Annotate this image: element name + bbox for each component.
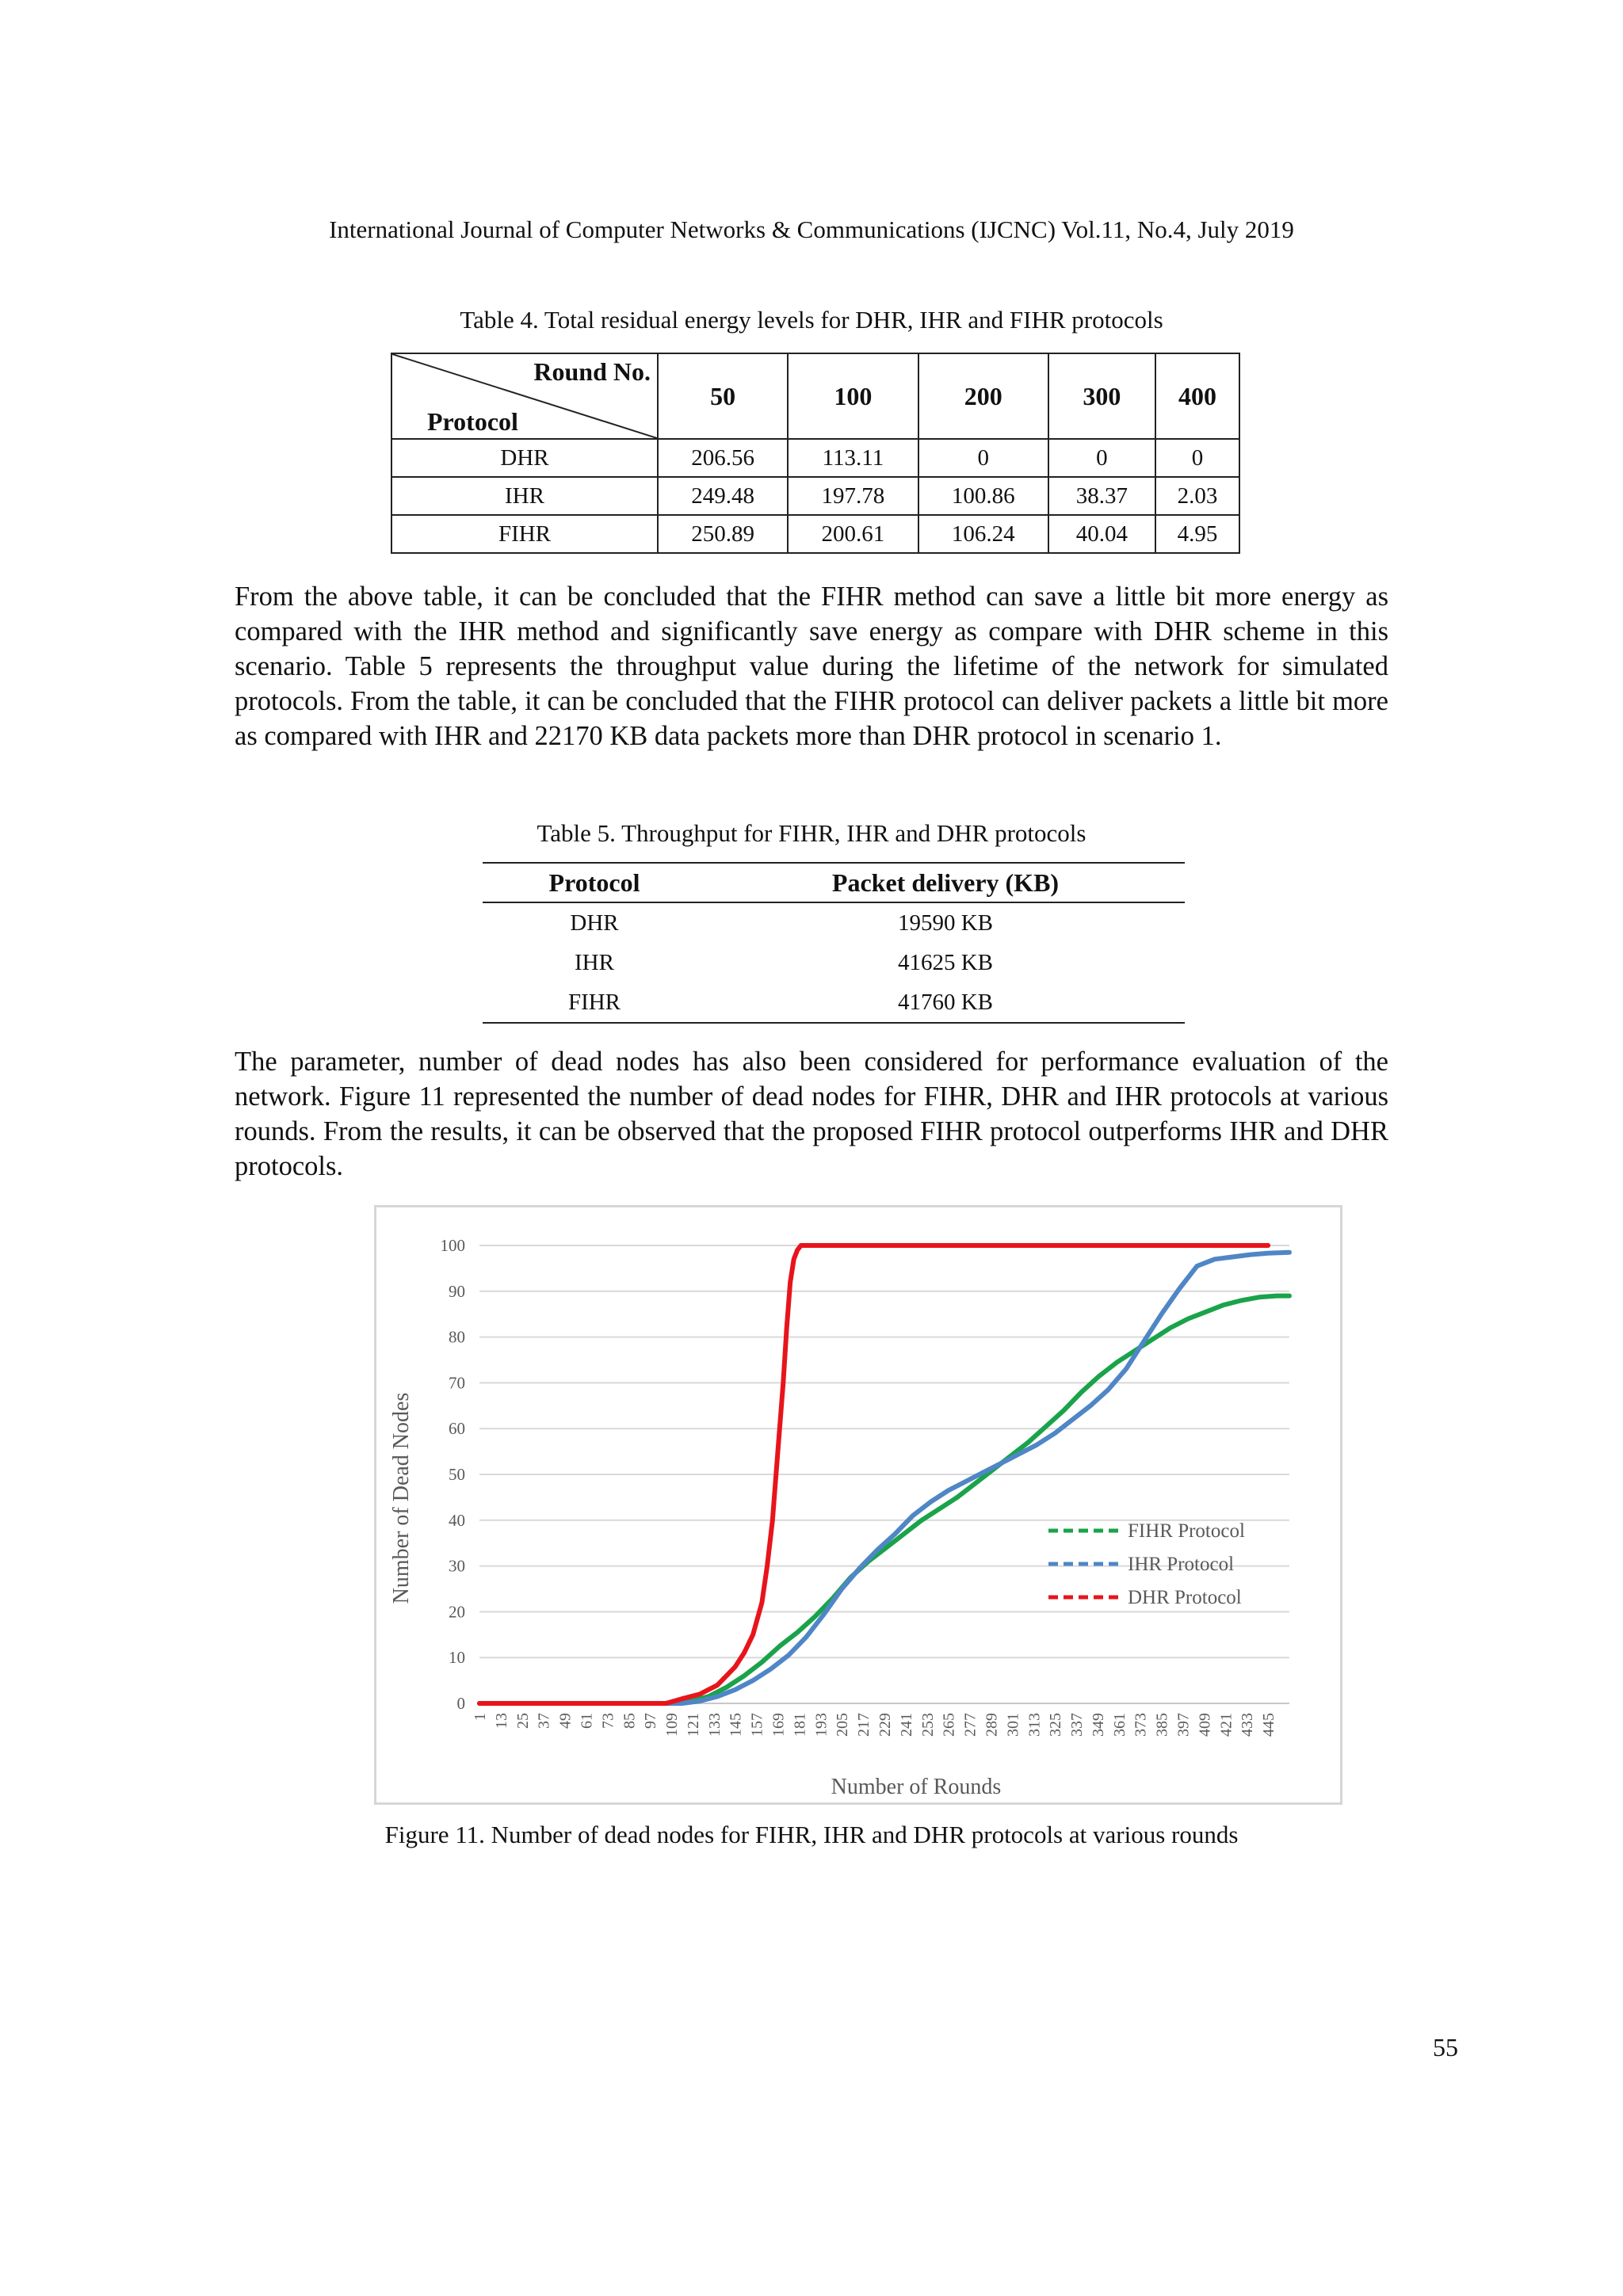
cell: DHR bbox=[570, 910, 619, 936]
paragraph-dead-nodes: The parameter, number of dead nodes has also been considered for performance evaluation of the network. Figure 11 represented the number of dead nodes for FIHR, DHR and IHR protocols at various rounds. From the results, it can be observed that the proposed FIHR protocol outperforms IHR and DHR protocols. bbox=[235, 1047, 1388, 1181]
col-header: 200 bbox=[918, 353, 1048, 439]
cell: 0 bbox=[1155, 439, 1239, 477]
x-axis-title: Number of Rounds bbox=[831, 1775, 1002, 1799]
round-no-label: Round No. bbox=[533, 357, 651, 386]
x-tick-label: 277 bbox=[961, 1713, 980, 1737]
y-tick-label: 40 bbox=[449, 1510, 465, 1530]
y-tick-label: 0 bbox=[456, 1694, 465, 1713]
cell: 106.24 bbox=[918, 515, 1048, 553]
x-tick-label: 25 bbox=[514, 1713, 532, 1729]
x-tick-label: 301 bbox=[1004, 1713, 1022, 1737]
table-row bbox=[391, 439, 1239, 477]
table-row bbox=[483, 943, 1185, 982]
series-line-ihr bbox=[479, 1253, 1289, 1703]
table5-caption: Table 5. Throughput for FIHR, IHR and DHR protocols bbox=[537, 819, 1086, 847]
figure-caption: Figure 11. Number of dead nodes for FIHR, IHR and DHR protocols at various rounds bbox=[384, 1821, 1239, 1848]
col-header-protocol: Protocol bbox=[483, 863, 706, 902]
cell: FIHR bbox=[483, 982, 706, 1023]
col-header-delivery: Packet delivery (KB) bbox=[706, 863, 1185, 902]
row-protocol: IHR bbox=[391, 477, 658, 515]
x-tick-label: 61 bbox=[578, 1713, 596, 1729]
table-row bbox=[483, 982, 1185, 1023]
legend-label: DHR Protocol bbox=[1128, 1587, 1242, 1608]
x-tick-label: 265 bbox=[940, 1713, 958, 1737]
x-tick-label: 337 bbox=[1068, 1713, 1086, 1737]
x-tick-label: 49 bbox=[556, 1713, 575, 1729]
x-tick-label: 145 bbox=[727, 1713, 745, 1737]
cell: 197.78 bbox=[788, 477, 918, 515]
cell: 249.48 bbox=[658, 477, 788, 515]
x-tick-label: 133 bbox=[705, 1713, 724, 1737]
row-protocol: DHR bbox=[391, 439, 658, 477]
y-tick-label: 60 bbox=[449, 1419, 465, 1439]
x-tick-label: 13 bbox=[492, 1713, 510, 1729]
cell: 41760 KB bbox=[706, 982, 1185, 1023]
cell: 0 bbox=[1048, 439, 1155, 477]
x-tick-label: 157 bbox=[748, 1713, 766, 1737]
cell: 100.86 bbox=[918, 477, 1048, 515]
y-tick-label: 20 bbox=[449, 1602, 465, 1622]
throughput-table bbox=[483, 862, 1185, 1024]
cell: 4.95 bbox=[1155, 515, 1239, 553]
col-header: 50 bbox=[658, 353, 788, 439]
y-tick-label: 70 bbox=[449, 1373, 465, 1393]
x-tick-label: 1 bbox=[472, 1713, 489, 1721]
journal-header: International Journal of Computer Networks & Communications (IJCNC) Vol.11, No.4, July 2019 bbox=[329, 215, 1294, 243]
cell: 250.89 bbox=[658, 515, 788, 553]
series-line-fihr bbox=[479, 1296, 1289, 1703]
x-tick-label: 109 bbox=[663, 1713, 682, 1737]
x-tick-label: 361 bbox=[1110, 1713, 1128, 1737]
y-tick-label: 80 bbox=[449, 1327, 465, 1347]
table-row bbox=[391, 515, 1239, 553]
cell: 40.04 bbox=[1048, 515, 1155, 553]
x-tick-label: 253 bbox=[918, 1713, 937, 1737]
col-header: 300 bbox=[1048, 353, 1155, 439]
y-axis-title: Number of Dead Nodes bbox=[389, 1392, 414, 1604]
x-tick-label: 385 bbox=[1153, 1713, 1171, 1737]
x-tick-label: 433 bbox=[1239, 1713, 1257, 1737]
y-tick-label: 100 bbox=[440, 1236, 465, 1255]
table-row bbox=[391, 477, 1239, 515]
x-tick-label: 397 bbox=[1174, 1713, 1193, 1737]
residual-energy-table bbox=[391, 353, 1240, 554]
table4-corner-cell bbox=[391, 353, 658, 439]
col-header: 100 bbox=[788, 353, 918, 439]
cell: 113.11 bbox=[788, 439, 918, 477]
cell: 41625 KB bbox=[897, 949, 994, 975]
cell: 200.61 bbox=[788, 515, 918, 553]
col-header: 400 bbox=[1155, 353, 1239, 439]
x-tick-label: 205 bbox=[834, 1713, 852, 1737]
x-tick-label: 193 bbox=[812, 1713, 831, 1737]
legend-label: FIHR Protocol bbox=[1128, 1520, 1245, 1542]
x-tick-label: 217 bbox=[855, 1713, 873, 1737]
x-tick-label: 169 bbox=[769, 1713, 788, 1737]
x-tick-label: 289 bbox=[983, 1713, 1001, 1737]
x-tick-label: 181 bbox=[791, 1713, 809, 1737]
x-tick-label: 121 bbox=[684, 1713, 702, 1737]
table4-caption: Table 4. Total residual energy levels for DHR, IHR and FIHR protocols bbox=[460, 306, 1163, 334]
y-tick-label: 50 bbox=[449, 1465, 465, 1484]
table-row bbox=[483, 902, 1185, 943]
x-tick-label: 421 bbox=[1217, 1713, 1235, 1737]
x-tick-label: 313 bbox=[1025, 1713, 1044, 1737]
cell: 206.56 bbox=[658, 439, 788, 477]
protocol-label: Protocol bbox=[427, 407, 518, 436]
y-tick-label: 10 bbox=[449, 1648, 465, 1668]
cell: 2.03 bbox=[1155, 477, 1239, 515]
x-tick-label: 85 bbox=[621, 1713, 639, 1729]
legend-label: IHR Protocol bbox=[1128, 1554, 1235, 1575]
x-tick-label: 229 bbox=[876, 1713, 894, 1737]
x-tick-label: 349 bbox=[1089, 1713, 1107, 1737]
y-tick-label: 90 bbox=[449, 1281, 465, 1301]
y-tick-label: 30 bbox=[449, 1556, 465, 1576]
cell: 19590 KB bbox=[897, 910, 994, 936]
cell: 38.37 bbox=[1048, 477, 1155, 515]
x-tick-label: 373 bbox=[1132, 1713, 1150, 1737]
row-protocol: FIHR bbox=[391, 515, 658, 553]
x-tick-label: 445 bbox=[1260, 1713, 1278, 1737]
x-tick-label: 325 bbox=[1047, 1713, 1065, 1737]
cell: 0 bbox=[918, 439, 1048, 477]
x-tick-label: 241 bbox=[897, 1713, 915, 1737]
chart-svg bbox=[376, 1207, 1340, 1802]
dead-nodes-chart bbox=[374, 1205, 1342, 1805]
x-tick-label: 37 bbox=[535, 1713, 553, 1729]
cell: IHR bbox=[575, 949, 614, 975]
x-tick-label: 73 bbox=[599, 1713, 617, 1729]
x-tick-label: 97 bbox=[642, 1713, 660, 1729]
page-number: 55 bbox=[1433, 2033, 1458, 2061]
x-tick-label: 409 bbox=[1196, 1713, 1214, 1737]
paragraph-energy: From the above table, it can be concluded that the FIHR method can save a little bit more energy as compared with the IHR method and significantly save energy as compare with DHR scheme in this scenario. Table 5 represents the throughput value during the lifetime of the network for simulated protocols. From the table, it can be concluded that the FIHR protocol can deliver packets a little bit more as compared with IHR and 22170 KB data packets more than DHR protocol in scenario 1. bbox=[235, 582, 1388, 751]
